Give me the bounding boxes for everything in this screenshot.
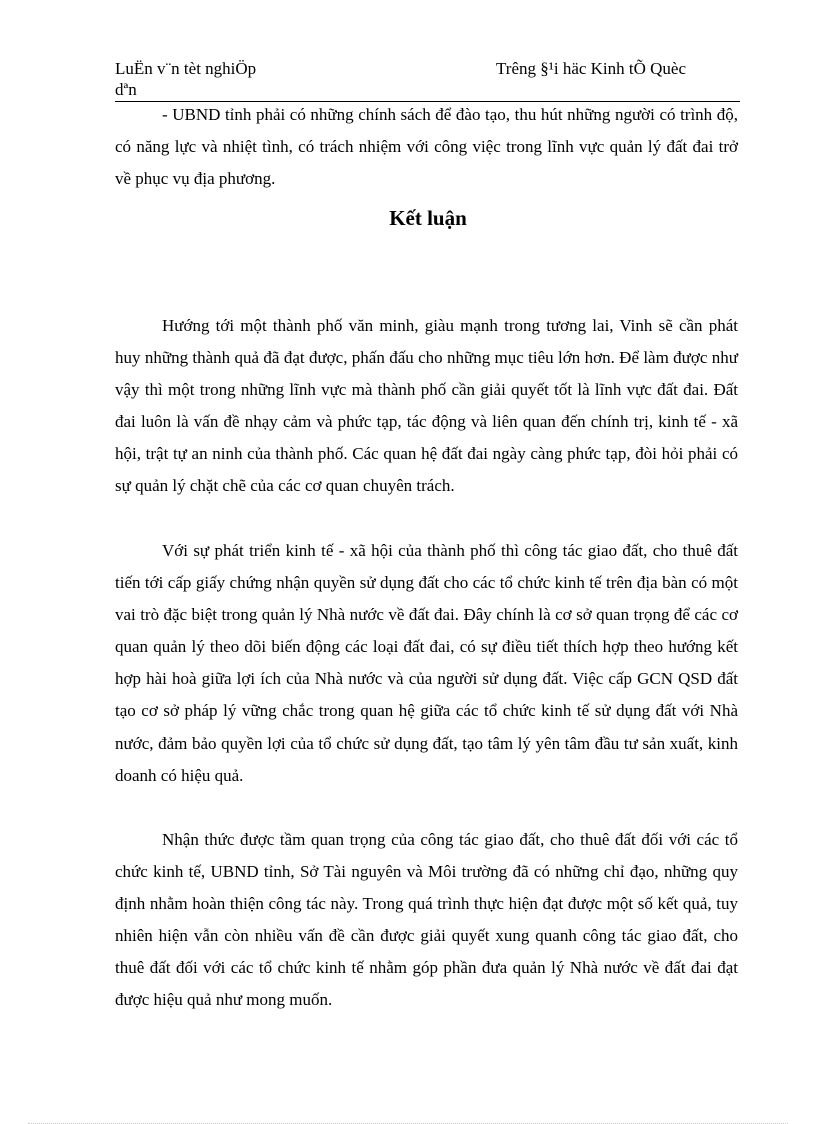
body-paragraph-2: Với sự phát triển kinh tế - xã hội của thành phố thì công tác giao đất, cho thuê đất tiến tới cấp giấy chứng nhận quyền sử dụng đất cho các tổ chức kinh tế trên địa bàn có một vai trò đặc biệt trong quản lý Nhà nước về đất đai. Đây chính là cơ sở quan trọng để các cơ quan quản lý theo dõi biến động các loại đất đai, có sự điều tiết thích hợp theo hướng kết hợp hài hoà giữa lợi ích của Nhà nước và của người sử dụng đất. Việc cấp GCN QSD đất tạo cơ sở pháp lý vững chắc trong quan hệ giữa các tổ chức kinh tế sử dụng đất với Nhà nước, đảm bảo quyền lợi của tổ chức sử dụng đất, tạo tâm lý yên tâm đầu tư sản xuất, kinh doanh có hiệu quả. [115,541,738,785]
body-paragraph-1: Hướng tới một thành phố văn minh, giàu mạnh trong tương lai, Vinh sẽ cần phát huy những thành quả đã đạt được, phấn đấu cho những mục tiêu lớn hơn. Để làm được như vậy thì một trong những lĩnh vực mà thành phố cần giải quyết tốt là lĩnh vực đất đai. Đất đai luôn là vấn đề nhạy cảm và phức tạp, tác động và liên quan đến chính trị, kinh tế - xã hội, trật tự an ninh của thành phố. Các quan hệ đất đai ngày càng phức tạp, đòi hỏi phải có sự quản lý chặt chẽ của các cơ quan chuyên trách. [115,316,738,496]
intro-paragraph: - UBND tỉnh phải có những chính sách để đào tạo, thu hút những người có trình độ, có năng lực và nhiệt tình, có trách nhiệm với công việc trong lĩnh vực quản lý đất đai trở về phục vụ địa phương. [115,105,738,189]
body-paragraph-3: Nhận thức được tầm quan trọng của công tác giao đất, cho thuê đất đối với các tổ chức kinh tế, UBND tỉnh, Sở Tài nguyên và Môi trường đã có những chỉ đạo, những quy định nhằm hoàn thiện công tác này. Trong quá trình thực hiện đạt được một số kết quả, tuy nhiên hiện vẫn còn nhiều vấn đề cần được giải quyết xung quanh công tác giao đất, cho thuê đất đối với các tổ chức kinh tế nhằm góp phần đưa quản lý Nhà nước về đất đai đạt được hiệu quả như mong muốn. [115,830,738,1010]
section-title: Kết luận [389,206,467,230]
header-right-text: Trêng §¹i häc Kinh tÕ Quèc [496,59,687,78]
header-left-text: LuËn v¨n tèt nghiÖp dªn [115,59,257,99]
